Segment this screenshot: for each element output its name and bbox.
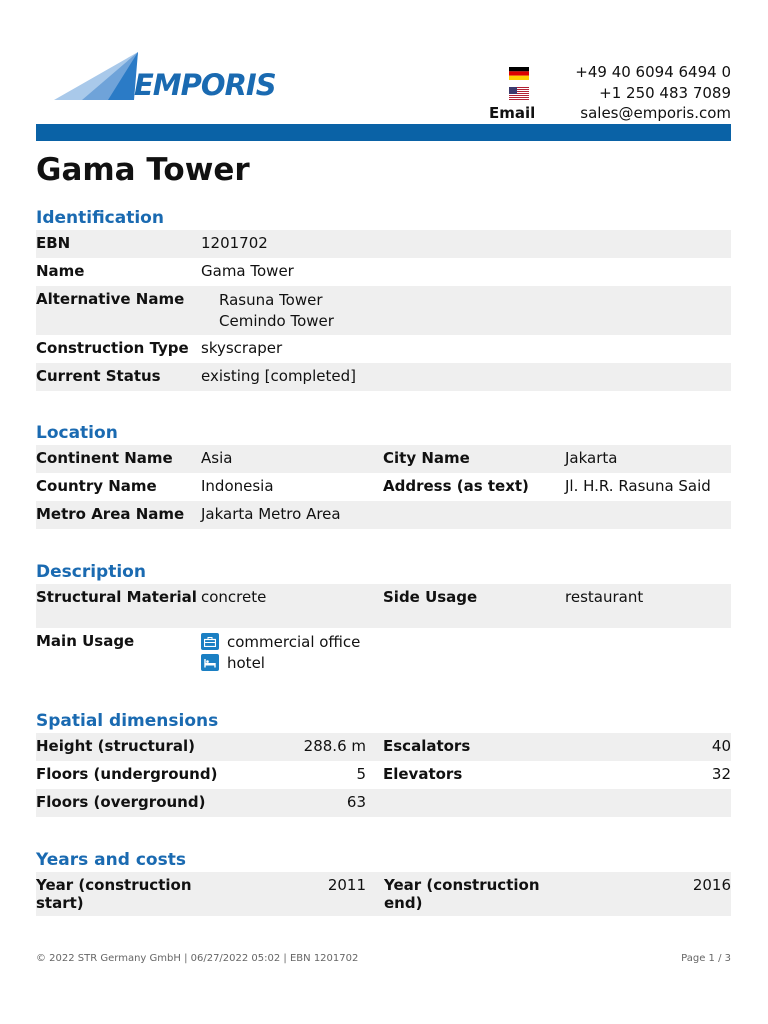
country-value: Indonesia	[201, 477, 274, 495]
contact-info	[489, 62, 731, 124]
height-label: Height (structural)	[36, 737, 195, 755]
city-label: City Name	[383, 449, 470, 467]
height-value: 288.6 m	[303, 737, 366, 755]
address-label: Address (as text)	[383, 477, 529, 495]
section-heading: Years and costs	[36, 850, 186, 870]
section-heading: Identification	[36, 208, 164, 228]
usa-flag-icon	[509, 86, 529, 99]
table-row	[36, 733, 731, 761]
table-row	[36, 789, 731, 817]
table-row	[36, 258, 731, 286]
spacer	[366, 761, 383, 789]
identification-section	[36, 206, 731, 391]
table-row	[36, 761, 731, 789]
metro-area-value: Jakarta Metro Area	[201, 505, 341, 523]
email-label: Email	[489, 104, 536, 123]
floors-underground-value: 5	[356, 765, 366, 783]
name-label: Name	[36, 262, 85, 280]
ebn-label: EBN	[36, 234, 71, 252]
continent-value: Asia	[201, 449, 233, 467]
table-row	[36, 445, 731, 473]
contact-phone-usa	[489, 83, 731, 104]
spacer	[366, 872, 384, 916]
floors-overground-value: 63	[346, 793, 366, 811]
name-value: Gama Tower	[201, 262, 294, 280]
main-usage-label: Main Usage	[36, 632, 135, 650]
logo-text: EMPORIS	[134, 68, 276, 102]
elevators-value: 32	[711, 765, 731, 783]
construction-end-value: 2016	[692, 876, 731, 894]
logo-swoosh-icon	[52, 48, 142, 102]
alternative-name-label: Alternative Name	[36, 290, 185, 308]
footer-copyright: © 2022 STR Germany GmbH | 06/27/2022 05:02 | EBN 1201702	[36, 953, 359, 964]
table-row	[36, 628, 731, 678]
elevators-label: Elevators	[383, 765, 463, 783]
page-header	[36, 44, 731, 124]
construction-type-label: Construction Type	[36, 339, 189, 357]
usage-text: commercial office	[227, 632, 361, 651]
construction-type-value: skyscraper	[201, 339, 283, 357]
germany-flag-icon	[509, 66, 529, 79]
phone-usa[interactable]: +1 250 483 7089	[599, 83, 731, 102]
alternative-name-item: Cemindo Tower	[219, 312, 334, 330]
structural-material-value: concrete	[201, 588, 267, 606]
city-value: Jakarta	[565, 449, 618, 467]
alternative-name-values	[201, 286, 731, 335]
empty-cell	[366, 789, 731, 817]
construction-start-value: 2011	[327, 876, 366, 894]
table-row	[36, 872, 731, 916]
empty-cell	[383, 501, 565, 529]
usage-item	[201, 652, 731, 673]
side-usage-label: Side Usage	[383, 588, 478, 606]
section-heading: Spatial dimensions	[36, 711, 219, 731]
briefcase-icon	[201, 633, 219, 650]
emporis-logo	[52, 48, 282, 102]
table-row	[36, 363, 731, 391]
email-link[interactable]: sales@emporis.com	[580, 104, 731, 123]
phone-germany[interactable]: +49 40 6094 6494 0	[575, 63, 731, 82]
floors-overground-label: Floors (overground)	[36, 793, 206, 811]
page-title: Gama Tower	[36, 152, 250, 188]
metro-area-label: Metro Area Name	[36, 505, 185, 523]
current-status-value: existing [completed]	[201, 367, 356, 385]
construction-start-label: Year (construction start)	[36, 876, 192, 912]
header-divider-bar	[36, 124, 731, 141]
address-value: Jl. H.R. Rasuna Said	[565, 477, 711, 495]
spatial-dimensions-section	[36, 709, 731, 817]
empty-cell	[565, 501, 731, 529]
section-heading: Location	[36, 423, 118, 443]
table-row	[36, 473, 731, 501]
floors-underground-label: Floors (underground)	[36, 765, 218, 783]
structural-material-label: Structural Material	[36, 588, 197, 606]
table-row	[36, 584, 731, 628]
years-costs-section	[36, 848, 731, 916]
usage-item	[201, 631, 731, 652]
continent-label: Continent Name	[36, 449, 173, 467]
contact-email	[489, 103, 731, 124]
bed-icon	[201, 654, 219, 671]
contact-phone-germany	[489, 62, 731, 83]
description-section	[36, 560, 731, 678]
page-footer	[36, 953, 731, 964]
ebn-value: 1201702	[201, 234, 268, 252]
table-row	[36, 230, 731, 258]
escalators-value: 40	[711, 737, 731, 755]
table-row	[36, 335, 731, 363]
table-row	[36, 286, 731, 335]
table-row	[36, 501, 731, 529]
main-usage-values	[201, 628, 731, 678]
section-heading: Description	[36, 562, 146, 582]
side-usage-value: restaurant	[565, 588, 644, 606]
alternative-name-item: Rasuna Tower	[219, 291, 323, 309]
construction-end-label: Year (construction end)	[384, 876, 540, 912]
page-number: Page 1 / 3	[681, 953, 731, 964]
escalators-label: Escalators	[383, 737, 471, 755]
spacer	[366, 733, 383, 761]
current-status-label: Current Status	[36, 367, 161, 385]
country-label: Country Name	[36, 477, 157, 495]
location-section	[36, 421, 731, 529]
usage-text: hotel	[227, 653, 265, 672]
